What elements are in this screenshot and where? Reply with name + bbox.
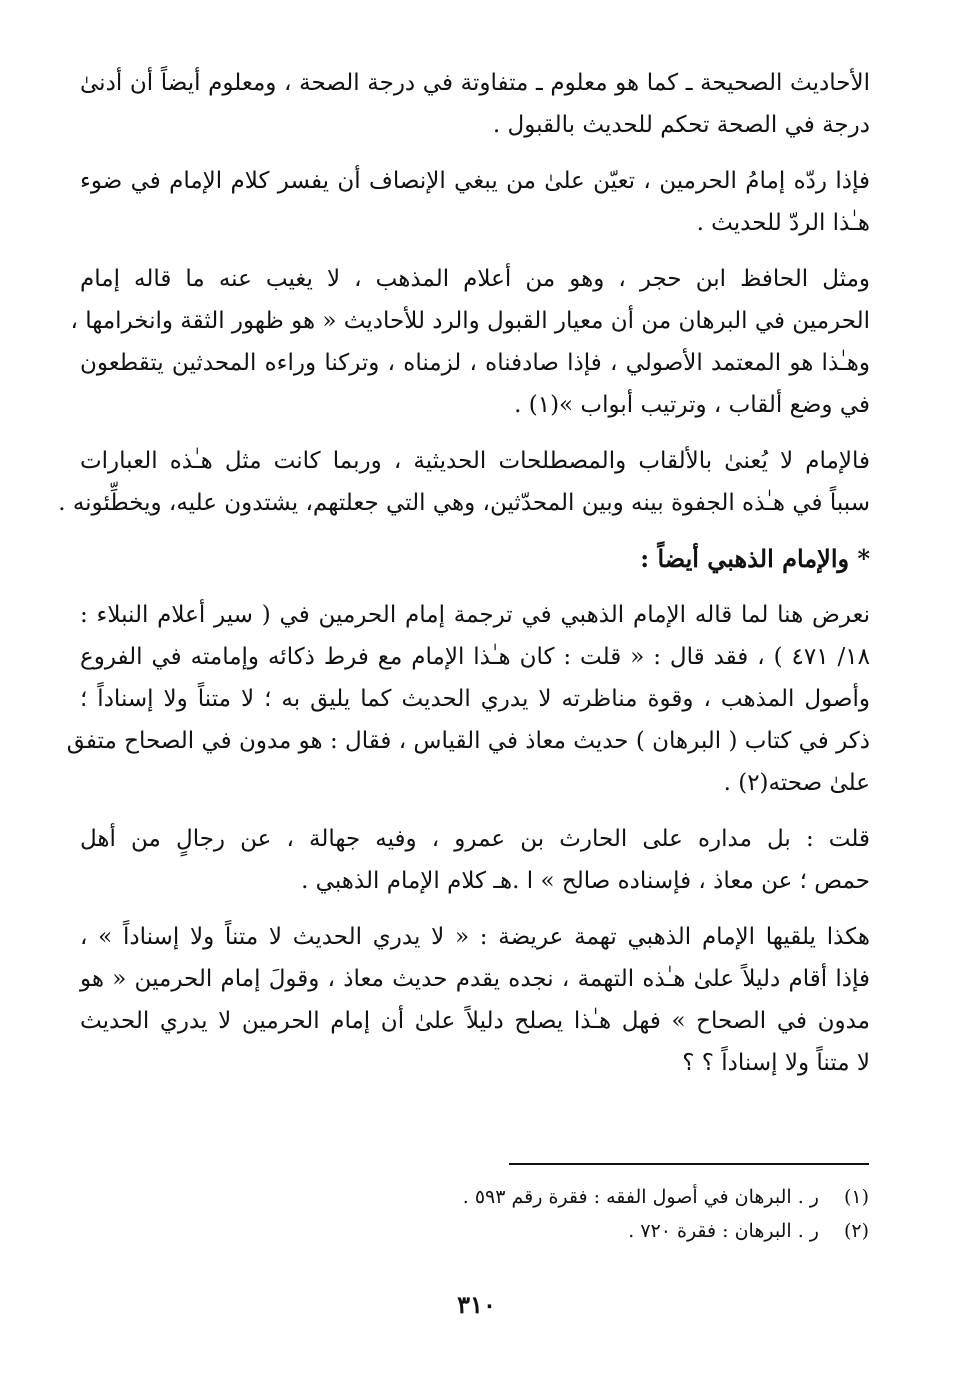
text-line: حمص ؛ عن معاذ ، فإسناده صالح » ا .هـ كلام الإمام الذهبي .	[301, 868, 870, 894]
text-line: درجة في الصحة تحكم للحديث بالقبول .	[492, 112, 870, 138]
text-line: في وضع ألقاب ، وترتيب أبواب »(١) .	[514, 392, 870, 418]
paragraph-5	[66, 594, 871, 804]
text-line: فإذا ردّه إمامُ الحرمين ، تعيّن علىٰ من يبغي الإنصاف أن يفسر كلام الإمام في ضوء	[80, 168, 870, 194]
text-line: نعرض هنا لما قاله الإمام الذهبي في ترجمة إمام الحرمين في ( سير أعلام النبلاء :	[80, 602, 870, 628]
footnote-text: ر . البرهان في أصول الفقه : فقرة رقم ٥٩٣ .	[462, 1186, 819, 1208]
text-line: هكذا يلقيها الإمام الذهبي تهمة عريضة : « لا يدري الحديث لا متناً ولا إسناداً » ،	[80, 924, 870, 950]
paragraph-4	[58, 440, 870, 524]
footnote-text: ر . البرهان : فقرة ٧٢٠ .	[628, 1220, 819, 1242]
section-heading: * والإمام الذهبي أيضاً :	[640, 544, 870, 573]
footnotes	[369, 1180, 869, 1248]
footnote-1	[369, 1180, 869, 1214]
text-line: قلت : بل مداره على الحارث بن عمرو ، وفيه جهالة ، عن رجالٍ من أهل	[80, 826, 870, 852]
page-body	[58, 62, 871, 1098]
text-line: وهـٰذا هو المعتمد الأصولي ، فإذا صادفناه ، لزمناه ، وتركنا وراءه المحدثين يتقطعون	[80, 350, 870, 376]
text-line: فإذا أقام دليلاً علىٰ هـٰذه التهمة ، نجده يقدم حديث معاذ ، وقولَ إمام الحرمين « هو	[80, 966, 870, 992]
text-line: ١٨/ ٤٧١ ) ، فقد قال : « قلت : كان هـٰذا الإمام مع فرط ذكائه وإمامته في الفروع	[80, 644, 871, 670]
paragraph-6	[80, 818, 870, 902]
footnote-2	[369, 1214, 869, 1248]
paragraph-2	[80, 160, 870, 244]
paragraph-3	[70, 258, 870, 426]
text-line: الحرمين في البرهان من أن معيار القبول والرد للأحاديث « هو ظهور الثقة وانخرامها ،	[70, 308, 870, 334]
footnote-number: (١)	[843, 1186, 869, 1208]
paragraph-1	[80, 62, 870, 146]
text-line: ومثل الحافظ ابن حجر ، وهو من أعلام المذهب ، لا يغيب عنه ما قاله إمام	[80, 266, 870, 292]
text-line: الأحاديث الصحيحة ـ كما هو معلوم ـ متفاوتة في درجة الصحة ، ومعلوم أيضاً أن أدنىٰ	[80, 70, 870, 96]
text-line: ذكر في كتاب ( البرهان ) حديث معاذ في القياس ، فقال : هو مدون في الصحاح متفق	[66, 728, 870, 754]
text-line: وأصول المذهب ، وقوة مناظرته لا يدري الحديث كما يليق به ؛ لا متناً ولا إسناداً ؛	[80, 686, 870, 712]
text-line: مدون في الصحاح » فهل هـٰذا يصلح دليلاً علىٰ أن إمام الحرمين لا يدري الحديث	[80, 1008, 870, 1034]
footnote-divider	[509, 1163, 869, 1165]
paragraph-7	[80, 916, 870, 1084]
page-number: ٣١٠	[457, 1290, 496, 1319]
text-line: فالإمام لا يُعنىٰ بالألقاب والمصطلحات الحديثية ، وربما كانت مثل هـٰذه العبارات	[80, 448, 870, 474]
text-line: سبباً في هـٰذه الجفوة بينه وبين المحدّثين، وهي التي جعلتهم، يشتدون عليه، ويخطِّئونه .	[58, 490, 870, 516]
text-line: لا متناً ولا إسناداً ؟ ؟	[682, 1050, 870, 1076]
text-line: علىٰ صحته(٢) .	[723, 770, 870, 796]
text-line: هـٰذا الردّ للحديث .	[696, 210, 870, 236]
footnote-number: (٢)	[843, 1220, 869, 1242]
